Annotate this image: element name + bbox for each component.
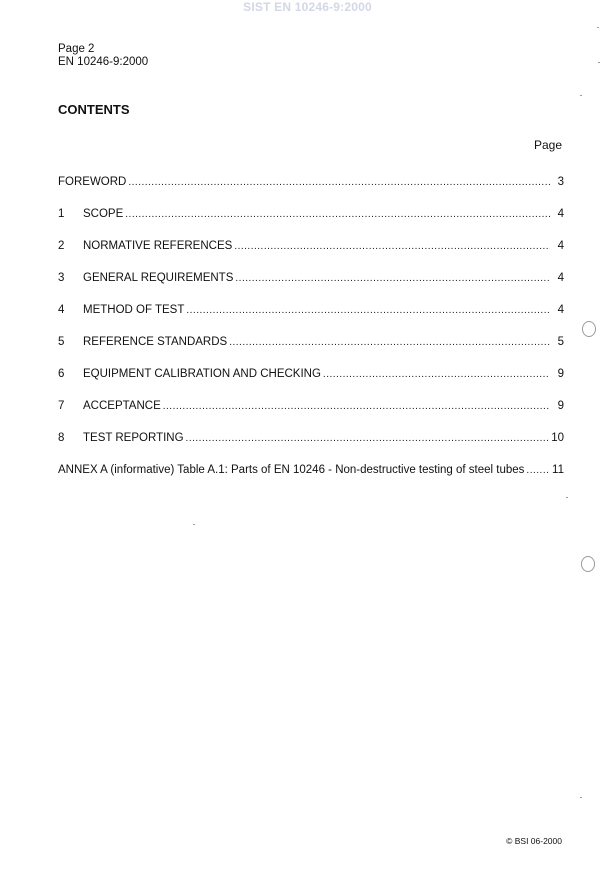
- toc-entry-number: 2: [58, 240, 65, 252]
- toc-entry-page: 4: [557, 304, 564, 316]
- toc-entry-number: 7: [58, 400, 65, 412]
- toc-entry-test-reporting[interactable]: [58, 432, 564, 464]
- scan-speck: [566, 497, 568, 498]
- scan-speck: [597, 27, 599, 28]
- toc-entry-number: 4: [58, 304, 65, 316]
- page-number: Page 2: [58, 43, 95, 55]
- toc-entry-page: 9: [557, 368, 564, 380]
- dot-leader: [125, 209, 550, 220]
- binder-hole-mark: [581, 556, 595, 572]
- watermark: SIST EN 10246-9:2000: [243, 0, 372, 14]
- toc-entry-title: GENERAL REQUIREMENTS: [83, 272, 234, 284]
- toc-entry-title: ANNEX A (informative) Table A.1: Parts of EN 10246 - Non-destructive testing of steel tubes: [58, 464, 525, 476]
- scan-speck: [598, 62, 600, 63]
- toc-entry-page: 3: [557, 176, 564, 188]
- toc-entry-title: NORMATIVE REFERENCES: [83, 240, 233, 252]
- scan-speck: [193, 524, 195, 525]
- dot-leader: [186, 305, 550, 316]
- toc-entry-page: 4: [557, 208, 564, 220]
- table-of-contents: [58, 176, 564, 496]
- toc-entry-page: 10: [551, 432, 564, 444]
- toc-entry-page: 5: [557, 336, 564, 348]
- dot-leader: [234, 241, 550, 252]
- dot-leader: [128, 177, 550, 188]
- toc-entry-method-of-test[interactable]: [58, 304, 564, 336]
- toc-entry-title: EQUIPMENT CALIBRATION AND CHECKING: [83, 368, 321, 380]
- toc-entry-title: SCOPE: [83, 208, 124, 220]
- binder-hole-mark: [582, 321, 596, 337]
- toc-entry-normative-references[interactable]: [58, 240, 564, 272]
- page-header: [58, 43, 148, 69]
- toc-entry-title: FOREWORD: [58, 176, 127, 188]
- dot-leader: [163, 401, 550, 412]
- toc-entry-page: 11: [552, 464, 564, 476]
- dot-leader: [526, 465, 550, 476]
- toc-entry-reference-standards[interactable]: [58, 336, 564, 368]
- toc-entry-page: 4: [557, 240, 564, 252]
- dot-leader: [186, 433, 550, 444]
- toc-entry-equipment-calibration[interactable]: [58, 368, 564, 400]
- toc-entry-number: 8: [58, 432, 65, 444]
- toc-entry-general-requirements[interactable]: [58, 272, 564, 304]
- toc-entry-page: 4: [557, 272, 564, 284]
- toc-entry-acceptance[interactable]: [58, 400, 564, 432]
- scan-speck: [580, 95, 582, 96]
- dot-leader: [235, 273, 550, 284]
- toc-entry-title: METHOD OF TEST: [83, 304, 185, 316]
- toc-entry-foreword[interactable]: [58, 176, 564, 208]
- toc-entry-page: 9: [557, 400, 564, 412]
- copyright-footer: © BSI 06-2000: [506, 836, 562, 846]
- toc-entry-scope[interactable]: [58, 208, 564, 240]
- toc-entry-title: REFERENCE STANDARDS: [83, 336, 228, 348]
- toc-entry-number: 1: [58, 208, 65, 220]
- dot-leader: [229, 337, 550, 348]
- toc-entry-number: 6: [58, 368, 65, 380]
- toc-entry-title: TEST REPORTING: [83, 432, 184, 444]
- page-column-label: Page: [533, 138, 562, 152]
- dot-leader: [323, 369, 550, 380]
- contents-title: CONTENTS: [58, 102, 130, 117]
- toc-entry-number: 3: [58, 272, 65, 284]
- toc-entry-annex-a[interactable]: [58, 464, 564, 496]
- toc-entry-number: 5: [58, 336, 65, 348]
- toc-entry-title: ACCEPTANCE: [83, 400, 161, 412]
- scan-speck: [580, 797, 582, 798]
- standard-id: EN 10246-9:2000: [58, 56, 149, 68]
